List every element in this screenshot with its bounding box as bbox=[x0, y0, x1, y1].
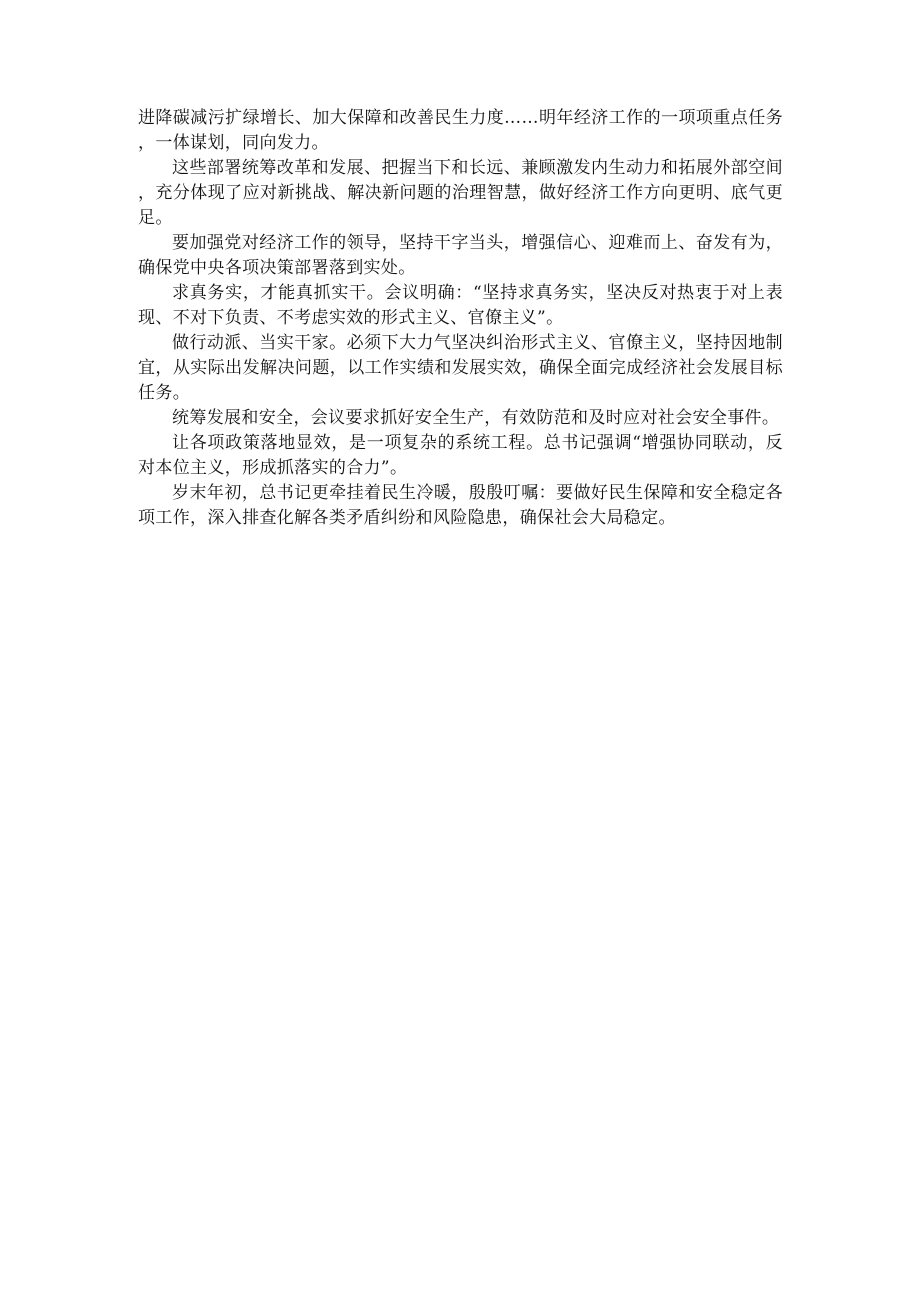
paragraph: 统筹发展和安全，会议要求抓好安全生产，有效防范和及时应对社会安全事件。 bbox=[172, 408, 780, 428]
document-body bbox=[138, 106, 783, 531]
paragraph: 做行动派、当实干家。必须下大力气坚决纠治形式主义、官僚主义，坚持因地制宜，从实际出发解决问题，以工作实绩和发展实效，确保全面完成经济社会发展目标任务。 bbox=[138, 333, 783, 403]
paragraph: 要加强党对经济工作的领导，坚持干字当头，增强信心、迎难而上、奋发有为，确保党中央各项决策部署落到实处。 bbox=[138, 233, 783, 278]
paragraph: 这些部署统筹改革和发展、把握当下和长远、兼顾激发内生动力和拓展外部空间，充分体现了应对新挑战、解决新问题的治理智慧，做好经济工作方向更明、底气更足。 bbox=[138, 158, 783, 228]
paragraph: 求真务实，才能真抓实干。会议明确：“坚持求真务实，坚决反对热衷于对上表现、不对下负责、不考虑实效的形式主义、官僚主义”。 bbox=[138, 283, 783, 328]
paragraph: 岁末年初，总书记更牵挂着民生冷暖，殷殷叮嘱：要做好民生保障和安全稳定各项工作，深入排查化解各类矛盾纠纷和风险隐患，确保社会大局稳定。 bbox=[138, 483, 783, 528]
paragraph-continued: 进降碳减污扩绿增长、加大保障和改善民生力度……明年经济工作的一项项重点任务，一体谋划，同向发力。 bbox=[138, 108, 783, 153]
paragraph: 让各项政策落地显效，是一项复杂的系统工程。总书记强调“增强协同联动，反对本位主义，形成抓落实的合力”。 bbox=[138, 433, 783, 478]
